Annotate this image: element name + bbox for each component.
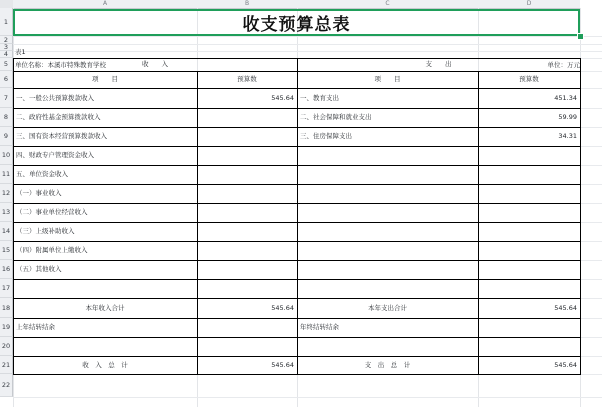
expense-value[interactable]: 451.34: [554, 94, 577, 102]
page-title: 收支预算总表: [242, 15, 351, 35]
income-value[interactable]: 545.64: [271, 94, 294, 102]
expense-value[interactable]: [478, 279, 580, 298]
column-header[interactable]: B: [197, 0, 297, 9]
expense-value[interactable]: [478, 184, 580, 203]
row-header[interactable]: 9: [0, 127, 13, 146]
row-header[interactable]: 11: [0, 165, 13, 184]
gridline: [13, 36, 602, 37]
row-header[interactable]: 22: [0, 374, 13, 397]
row-header[interactable]: 8: [0, 108, 13, 127]
expense-value[interactable]: [478, 165, 580, 184]
row-header[interactable]: 5: [0, 58, 13, 71]
expense-item[interactable]: [297, 260, 478, 279]
row-header[interactable]: 3: [0, 44, 13, 51]
expense-item[interactable]: 二、社会保障和就业支出: [300, 113, 372, 121]
expense-header[interactable]: 支 出: [425, 60, 452, 68]
grand-income-value[interactable]: 545.64: [271, 361, 294, 369]
row-header[interactable]: 17: [0, 279, 13, 298]
expense-budget-header[interactable]: 预算数: [519, 75, 539, 83]
income-item[interactable]: 五、单位资金收入: [16, 170, 68, 178]
income-value[interactable]: [197, 184, 297, 203]
expense-value[interactable]: [478, 222, 580, 241]
expense-item[interactable]: [297, 146, 478, 165]
income-item[interactable]: （一）事业收入: [16, 189, 62, 197]
income-item-header[interactable]: 项 目: [92, 75, 118, 83]
expense-item[interactable]: [297, 165, 478, 184]
income-value[interactable]: [197, 108, 297, 127]
income-item[interactable]: 三、国有资本经营预算拨款收入: [16, 132, 107, 140]
income-budget-header[interactable]: 预算数: [237, 75, 257, 83]
expense-item-header[interactable]: 项 目: [374, 75, 401, 83]
row-header[interactable]: 1: [0, 8, 13, 36]
income-item[interactable]: （五）其他收入: [16, 265, 62, 273]
title-cell[interactable]: [13, 9, 580, 36]
row-header[interactable]: 4: [0, 51, 13, 58]
income-value[interactable]: [197, 279, 297, 298]
income-total-value[interactable]: 545.64: [271, 304, 294, 312]
expense-item[interactable]: [297, 184, 478, 203]
income-value[interactable]: [197, 146, 297, 165]
row-header[interactable]: 10: [0, 146, 13, 165]
expense-item[interactable]: [297, 222, 478, 241]
grand-expense-label[interactable]: 支 出 总 计: [364, 361, 411, 369]
income-value[interactable]: [197, 260, 297, 279]
income-value[interactable]: [197, 203, 297, 222]
column-header[interactable]: A: [13, 0, 197, 9]
income-value[interactable]: [197, 127, 297, 146]
row-header[interactable]: 12: [0, 184, 13, 203]
expense-value[interactable]: [478, 260, 580, 279]
income-item[interactable]: [13, 279, 197, 298]
expense-item[interactable]: 一、教育支出: [300, 94, 339, 102]
expense-value[interactable]: 34.31: [558, 132, 577, 140]
income-item[interactable]: （四）附属单位上缴收入: [16, 246, 88, 254]
grand-expense-value[interactable]: 545.64: [554, 361, 577, 369]
income-item[interactable]: 四、财政专户管理资金收入: [16, 151, 94, 159]
row-header[interactable]: 18: [0, 298, 13, 318]
row-header[interactable]: 6: [0, 71, 13, 88]
expense-item[interactable]: 三、住房保障支出: [300, 132, 352, 140]
row-header[interactable]: 15: [0, 241, 13, 260]
year-end-label[interactable]: 年终结转结余: [300, 323, 339, 331]
gridline: [13, 44, 602, 45]
income-value[interactable]: [197, 222, 297, 241]
expense-item[interactable]: [297, 241, 478, 260]
gridline: [13, 51, 602, 52]
unit-label: 单位：万元: [547, 61, 580, 69]
row-header[interactable]: 2: [0, 36, 13, 44]
expense-value[interactable]: [478, 146, 580, 165]
table-border: [13, 374, 581, 375]
carryover-label[interactable]: 上年结转结余: [16, 323, 55, 331]
expense-total-value[interactable]: 545.64: [554, 304, 577, 312]
row-header[interactable]: 16: [0, 260, 13, 279]
expense-value[interactable]: [478, 203, 580, 222]
row-header[interactable]: 20: [0, 337, 13, 356]
income-header[interactable]: 收 入: [142, 60, 168, 68]
income-item[interactable]: （三）上级补助收入: [16, 227, 75, 235]
column-header[interactable]: C: [297, 0, 478, 9]
table-border: [580, 58, 581, 374]
expense-item[interactable]: [297, 279, 478, 298]
row-header[interactable]: 14: [0, 222, 13, 241]
income-value[interactable]: [197, 241, 297, 260]
income-item[interactable]: 一、一般公共预算拨款收入: [16, 94, 94, 102]
row-header[interactable]: 7: [0, 88, 13, 108]
fill-handle[interactable]: [577, 33, 584, 40]
row-header[interactable]: 21: [0, 356, 13, 374]
expense-value[interactable]: 59.99: [558, 113, 577, 121]
unit-name: 单位名称：本溪市特殊教育学校: [15, 61, 106, 69]
grand-income-label[interactable]: 收 入 总 计: [82, 361, 128, 369]
income-total-label[interactable]: 本年收入合计: [85, 304, 125, 312]
expense-total-label[interactable]: 本年支出合计: [368, 304, 407, 312]
row-header[interactable]: 13: [0, 203, 13, 222]
income-item[interactable]: 二、政府性基金预算拨款收入: [16, 113, 101, 121]
row-header[interactable]: 19: [0, 318, 13, 337]
income-value[interactable]: [197, 165, 297, 184]
table-border: [13, 337, 581, 338]
gridline: [13, 397, 602, 398]
expense-value[interactable]: [478, 241, 580, 260]
table-number: 表1: [15, 48, 26, 56]
column-header[interactable]: D: [478, 0, 580, 9]
expense-item[interactable]: [297, 203, 478, 222]
income-item[interactable]: （二）事业单位经营收入: [16, 208, 88, 216]
